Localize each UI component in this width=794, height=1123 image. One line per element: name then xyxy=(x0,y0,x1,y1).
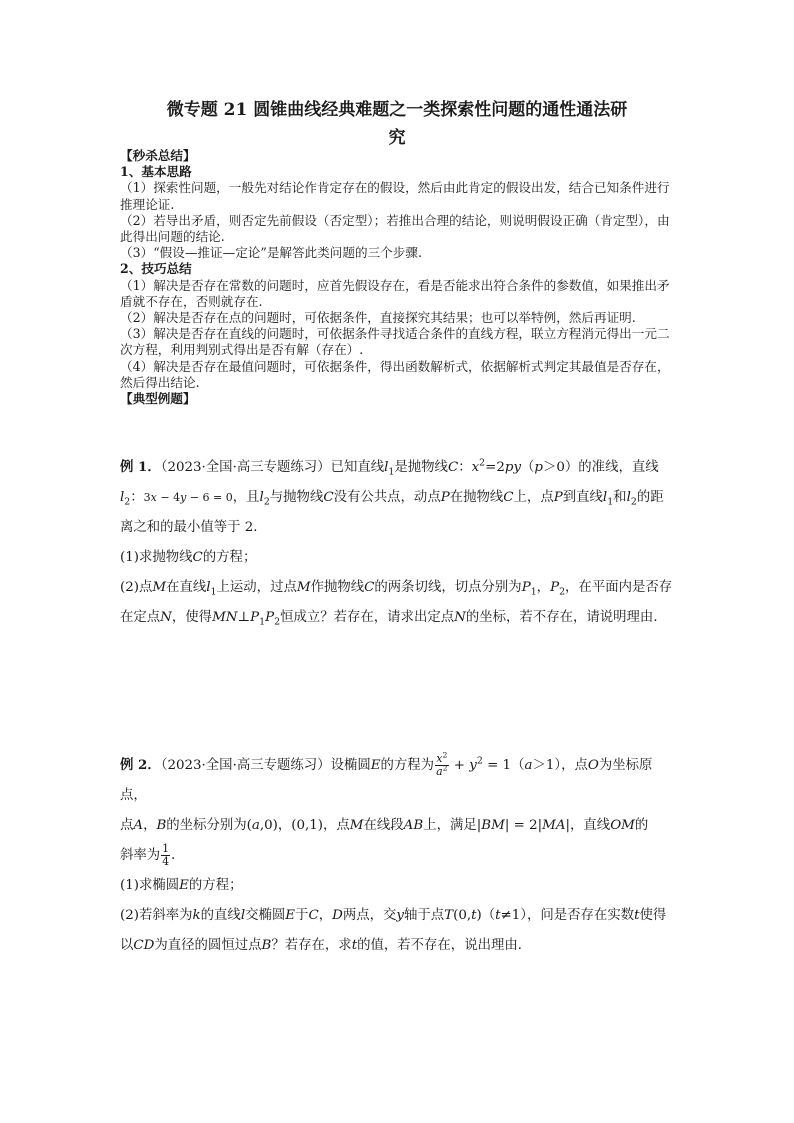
example-2-stem: 例 2．（2023·全国·高三专题练习）设椭圆E的方程为 $\frac{x^2}{a^2}$ + $y^2 = 1(a>1)$，点O为坐标原点， 点A，B的坐标分别为(a,0)，(0,1)，点M在线段AB上，满足|BM| = 2|MA|，直线OM的 斜率为 $\frac{1}{4}$ ． xyxy=(120,750,653,868)
page-title xyxy=(120,96,674,152)
example-1-stem: 例 1．（2023·全国·高三专题练习）已知直线$l_1$是抛物线C：$x^2=2py(p>0)$的准线，直线$l_2$：3x − 4y − 6 = 0，且$l_2$与抛物线C没有公共点，动点P在抛物线C上，点P到直线$l_1$和$l_2$的距离之和的最小值等于 2． xyxy=(120,457,664,535)
basic-idea-item: （1）探索性问题，一般先对结论作肯定存在的假设，然后由此肯定的假设出发，结合已知条件进行推理论证. xyxy=(120,180,670,212)
technique-item: （3）解决是否存在直线的问题时，可依据条件寻找适合条件的直线方程，联立方程消元得出一元二次方程，利用判别式得出是否有解（存在）. xyxy=(120,326,670,358)
technique-item: （1）解决是否存在常数的问题时，应首先假设存在，看是否能求出符合条件的参数值，如果推出矛盾就不存在，否则就存在. xyxy=(120,277,670,309)
examples-heading: 【典型例题】 xyxy=(120,391,196,407)
example-label: 例 2． xyxy=(120,757,161,773)
example-1-question-2: (2)点M在直线$l_1$上运动，过点M作抛物线C的两条切线，切点分别为$P_1$，$P_2$，在平面内是否存在定点N，使得$MN\perp P_1P_2$恒成立？若存在，请求出定点N的坐标，若不存在，请说明理由． xyxy=(120,580,673,628)
example-1-question-1: (1)求抛物线C的方程； xyxy=(120,550,257,565)
technique-heading: 2、技巧总结 xyxy=(120,261,192,277)
basic-idea-item: （3）“假设—推证—定论”是解答此类问题的三个步骤. xyxy=(120,245,422,261)
technique-item: （2）解决是否存在点的问题时，可依据条件，直接探究其结果；也可以举特例，然后再证明. xyxy=(120,310,636,326)
example-1 xyxy=(120,452,675,633)
title-line-2: 究 xyxy=(388,128,406,148)
summary-section xyxy=(120,148,675,407)
title-line-1: 微专题 21 圆锥曲线经典难题之一类探索性问题的通性通法研 xyxy=(166,100,628,120)
example-label: 例 1． xyxy=(120,459,161,475)
ellipse-fraction: $\frac{x^2}{a^2}$ xyxy=(436,750,448,778)
basic-idea-heading: 1、基本思路 xyxy=(120,164,192,180)
example-2-question-2: (2)若斜率为k的直线l交椭圆E于C，D两点，交y轴于点T(0,t)（t≠1），问是否存在实数t使得以CD为直径的圆恒过点B？若存在，求t的值，若不存在，说出理由． xyxy=(120,908,667,953)
basic-idea-item: （2）若导出矛盾，则否定先前假设（否定型）；若推出合理的结论，则说明假设正确（肯定型），由此得出问题的结论. xyxy=(120,212,670,245)
example-2-question-1: (1)求椭圆E的方程； xyxy=(120,878,243,893)
summary-heading: 【秒杀总结】 xyxy=(120,148,196,163)
example-2 xyxy=(120,750,675,961)
slope-fraction: $\frac{1}{4}$ xyxy=(162,842,170,868)
technique-item: （4）解决是否存在最值问题时，可依据条件，得出函数解析式，依据解析式判定其最值是否存在，然后得出结论. xyxy=(120,358,670,390)
